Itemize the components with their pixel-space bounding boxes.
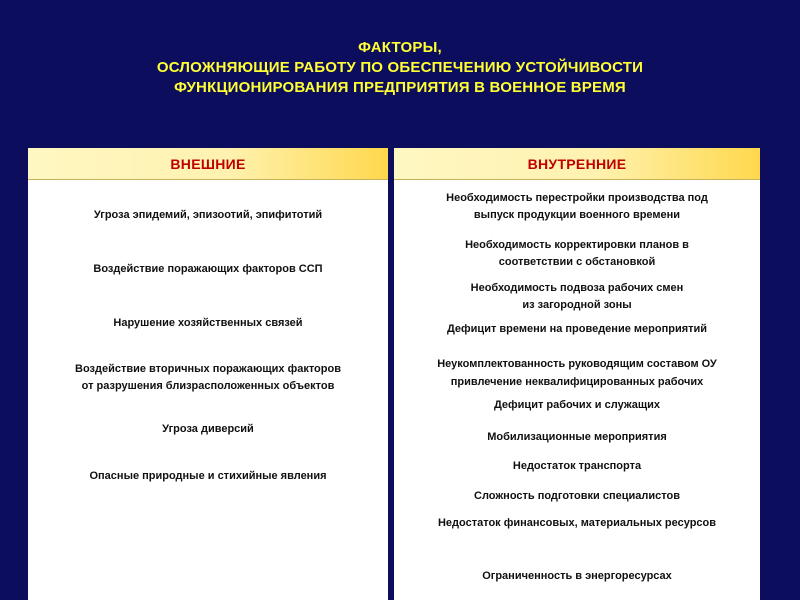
internal-factor-text: Недостаток финансовых, материальных ресурсов — [437, 517, 717, 529]
internal-factor-item — [394, 397, 760, 414]
external-factor-item — [28, 315, 388, 332]
internal-factor-text: Мобилизационные мероприятия — [487, 431, 667, 443]
title-line-3: ФУНКЦИОНИРОВАНИЯ ПРЕДПРИЯТИЯ В ВОЕННОЕ ВРЕМЯ — [174, 79, 626, 96]
internal-factor-text: Сложность подготовки специалистов — [474, 490, 680, 502]
external-factor-item — [28, 207, 388, 224]
internal-factor-text: Неукомплектованность руководящим составом ОУ — [437, 358, 717, 370]
internal-factor-text: Дефицит времени на проведение мероприятий — [446, 323, 708, 335]
internal-factor-text: соответствии с обстановкой — [498, 256, 656, 268]
internal-factor-text: Необходимость подвоза рабочих смен — [470, 282, 684, 294]
internal-factor-item — [394, 237, 760, 271]
internal-factor-item — [394, 515, 760, 532]
title-line-1: ФАКТОРЫ, — [358, 39, 442, 56]
internal-header: ВНУТРЕННИЕ — [394, 148, 760, 180]
internal-factor-item — [394, 280, 760, 314]
external-factor-text: Нарушение хозяйственных связей — [113, 317, 303, 329]
external-factor-item — [28, 468, 388, 485]
internal-factor-text: Необходимость перестройки производства под — [446, 192, 708, 204]
external-factor-item — [28, 421, 388, 438]
slide-title — [0, 38, 800, 98]
internal-factor-item — [394, 356, 760, 373]
internal-factor-text: из загородной зоны — [522, 299, 632, 311]
internal-factor-text: Недостаток транспорта — [512, 460, 642, 472]
external-factor-text: Угроза эпидемий, эпизоотий, эпифитотий — [93, 209, 323, 221]
internal-factor-text: Необходимость корректировки планов в — [465, 239, 689, 251]
internal-factor-item — [394, 190, 760, 224]
title-line-2: ОСЛОЖНЯЮЩИЕ РАБОТУ ПО ОБЕСПЕЧЕНИЮ УСТОЙЧИВОСТИ — [156, 59, 644, 76]
internal-factor-item — [394, 488, 760, 505]
external-factor-text: от разрушения близрасположенных объектов — [81, 380, 335, 392]
internal-factor-text: выпуск продукции военного времени — [473, 209, 681, 221]
internal-factor-item — [394, 458, 760, 475]
internal-factor-text: привлечение неквалифицированных рабочих — [450, 376, 704, 388]
external-factor-text: Опасные природные и стихийные явления — [89, 470, 327, 482]
internal-factor-item — [394, 429, 760, 446]
external-factors-column — [28, 148, 388, 600]
internal-factor-text: Ограниченность в энергоресурсах — [482, 570, 672, 582]
internal-factor-item — [394, 568, 760, 585]
external-factor-item — [28, 261, 388, 278]
external-factor-text: Воздействие поражающих факторов ССП — [93, 263, 323, 275]
external-factor-text: Угроза диверсий — [162, 423, 254, 435]
external-factor-text: Воздействие вторичных поражающих факторов — [75, 363, 341, 375]
internal-factor-text: Дефицит рабочих и служащих — [493, 399, 661, 411]
internal-factor-item — [394, 374, 760, 391]
external-factor-item — [28, 361, 388, 395]
external-header: ВНЕШНИЕ — [28, 148, 388, 180]
internal-factors-column — [394, 148, 760, 600]
internal-factor-item — [394, 321, 760, 338]
